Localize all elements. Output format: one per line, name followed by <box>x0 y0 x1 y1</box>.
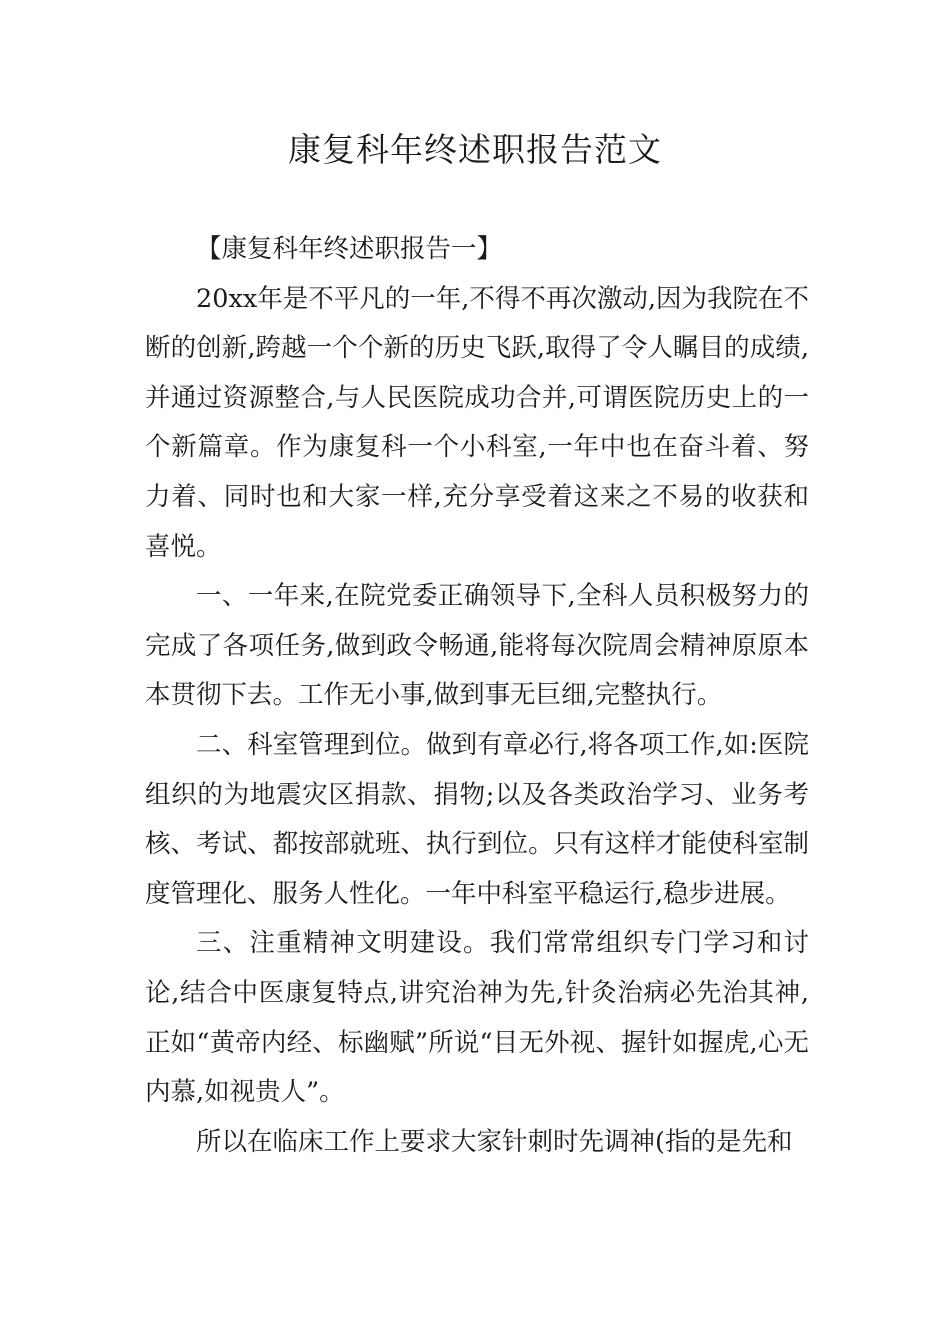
paragraph: 20xx年是不平凡的一年,不得不再次激动,因为我院在不断的创新,跨越一个个新的历史飞跃,取得了令人瞩目的成绩,并通过资源整合,与人民医院成功合并,可谓医院历史上的一个新篇章。作为康复科一个小科室,一年中也在奋斗着、努力着、同时也和大家一样,充分享受着这来之不易的收获和喜悦。 <box>145 283 809 562</box>
document-title: 康复科年终述职报告范文 <box>288 130 662 169</box>
section-heading: 【康复科年终述职报告一】 <box>196 234 503 264</box>
paragraph: 一、一年来,在院党委正确领导下,全科人员积极努力的完成了各项任务,做到政令畅通,能将每次院周会精神原原本本贯彻下去。工作无小事,做到事无巨细,完整执行。 <box>145 581 809 711</box>
paragraph: 三、注重精神文明建设。我们常常组织专门学习和讨论,结合中医康复特点,讲究治神为先,针灸治病必先治其神,正如“黄帝内经、标幽赋”所说“目无外视、握针如握虎,心无内慕,如视贵人”。 <box>145 928 809 1108</box>
document-body <box>145 225 809 1167</box>
paragraph: 所以在临床工作上要求大家针刺时先调神(指的是先和 <box>196 1126 793 1157</box>
paragraph: 二、科室管理到位。做到有章必行,将各项工作,如:医院组织的为地震灾区捐款、捐物;以及各类政治学习、业务考核、考试、都按部就班、执行到位。只有这样才能使科室制度管理化、服务人性化。一年中科室平稳运行,稳步进展。 <box>145 729 809 909</box>
